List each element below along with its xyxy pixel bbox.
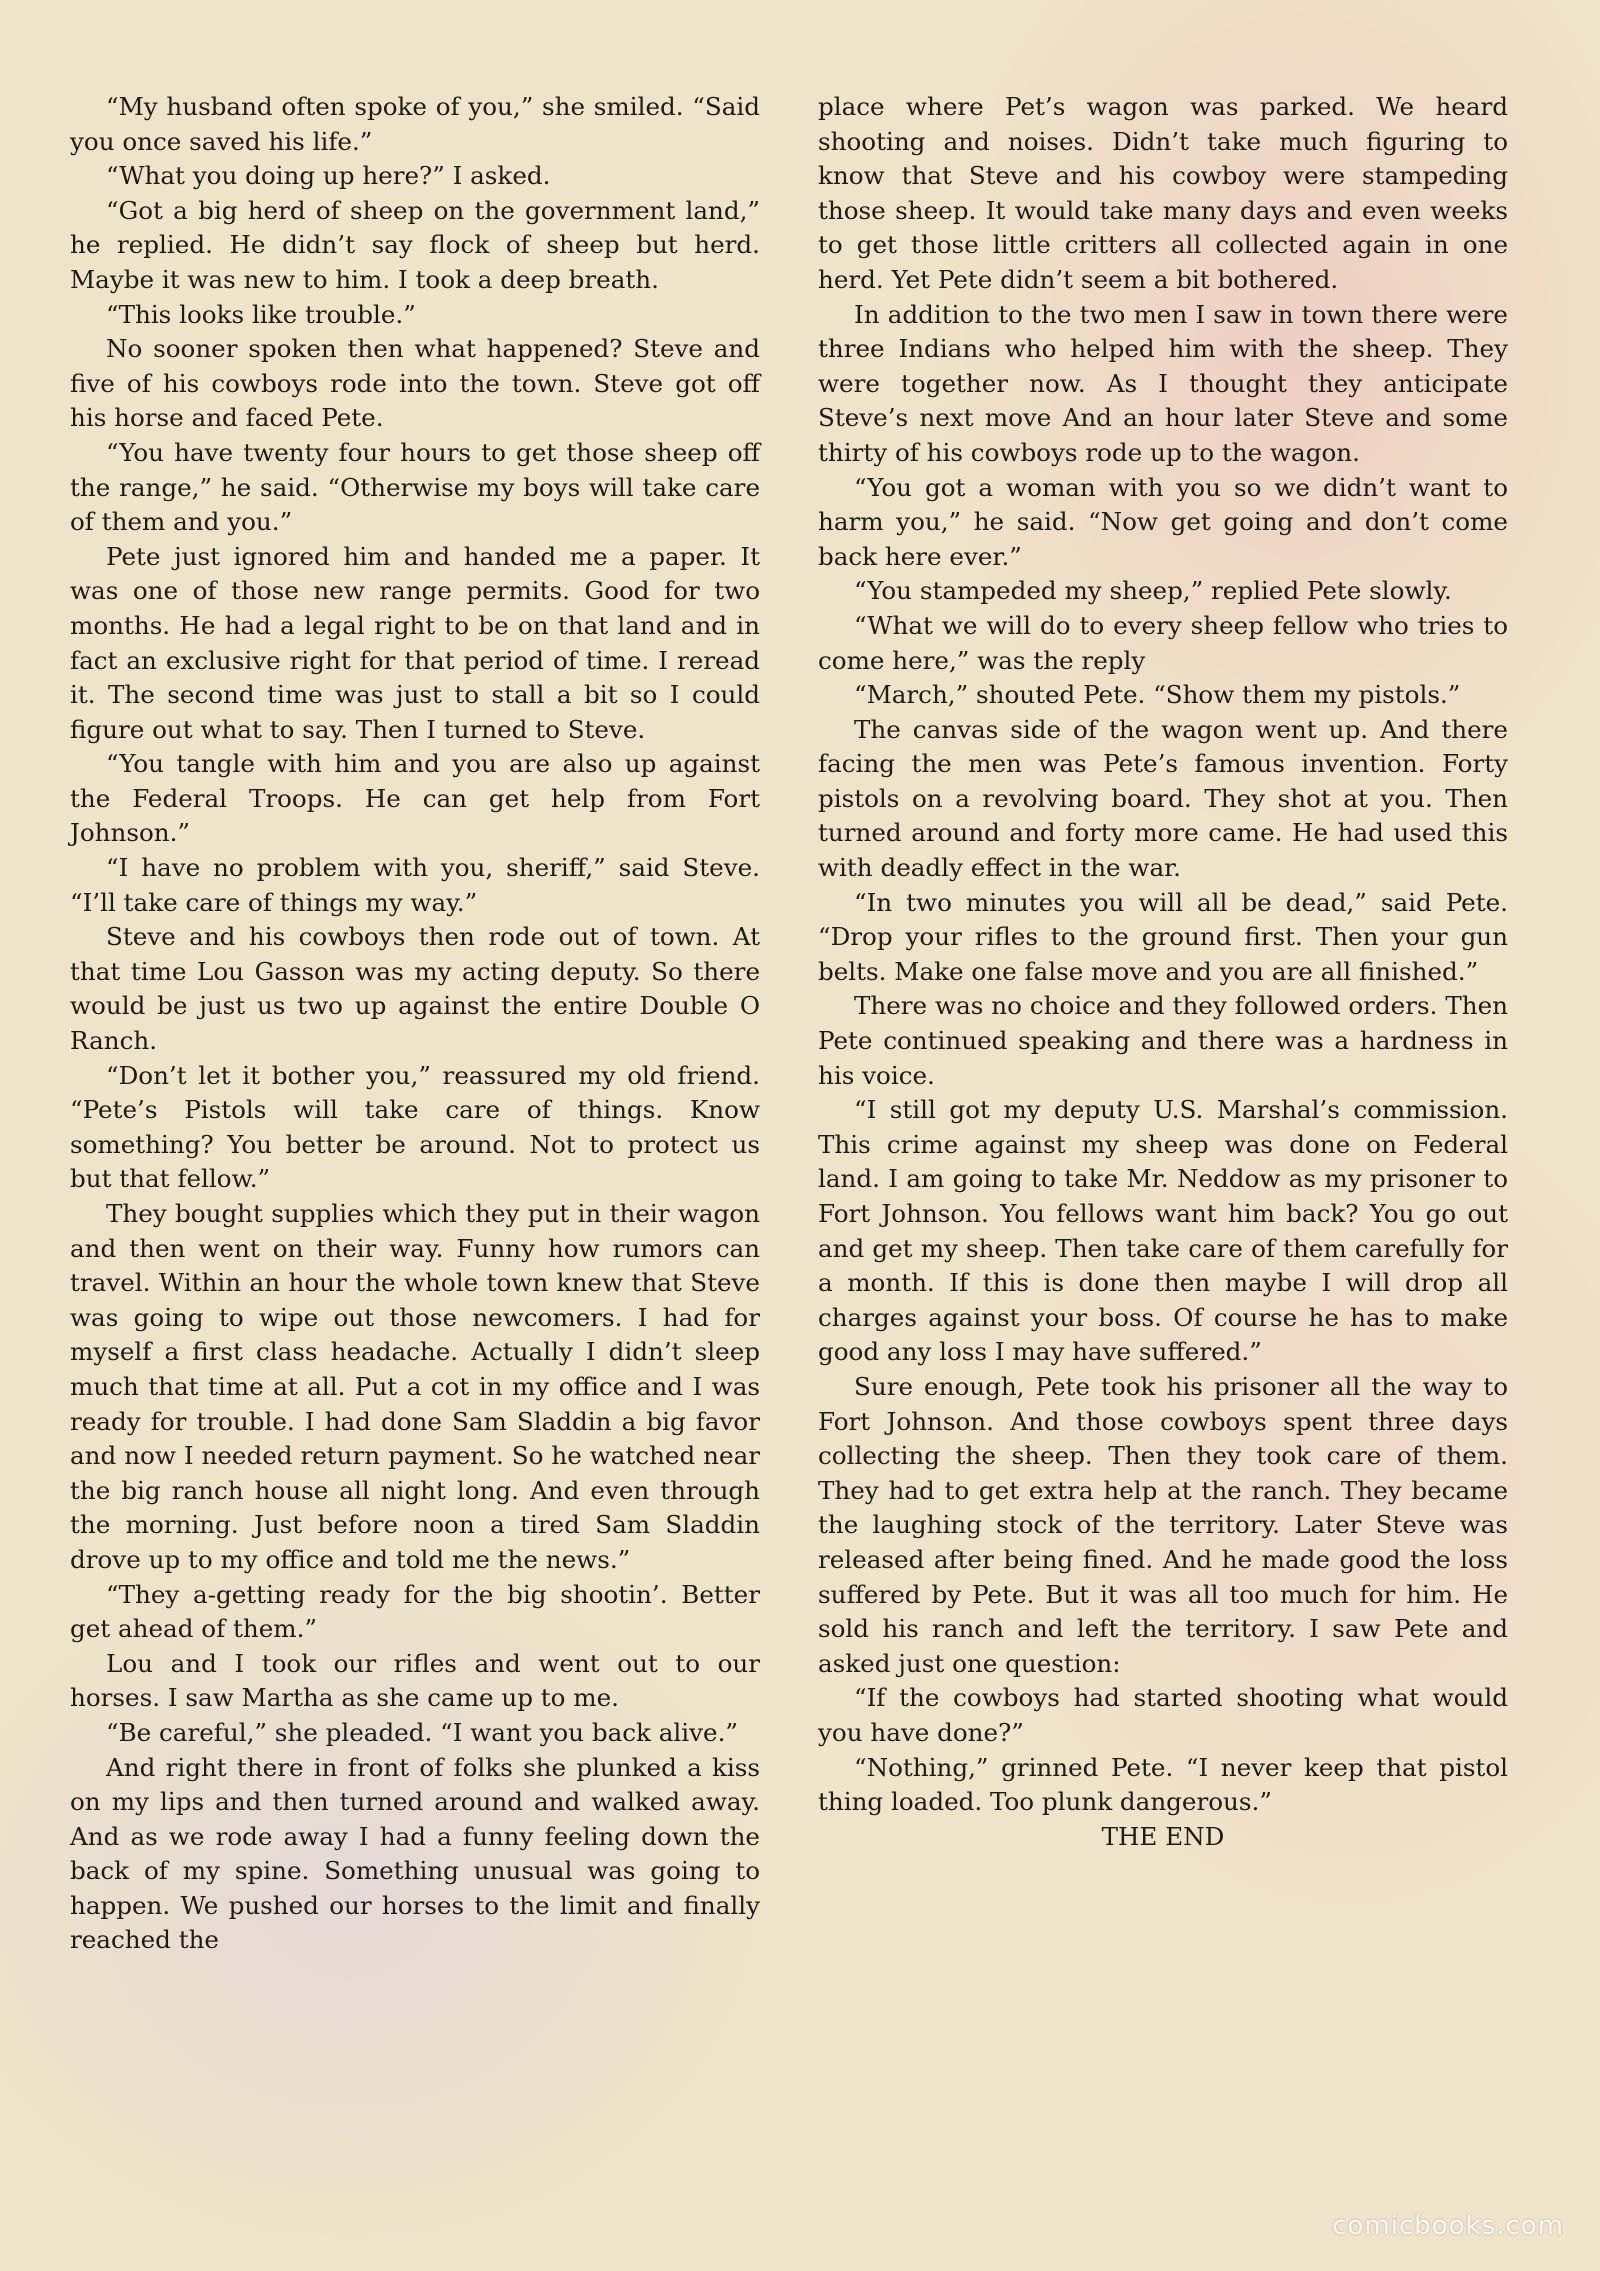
paragraph: Lou and I took our rifles and went out to our horses. I saw Martha as she came up to me. [70,1648,760,1713]
paragraph: “They a-getting ready for the big shootin’. Better get ahead of them.” [70,1579,760,1644]
paragraph: “Don’t let it bother you,” reassured my old friend. “Pete’s Pistols will take care of things. Know something? You better be around. Not to protect us but that fellow.” [70,1060,760,1194]
paragraph: Sure enough, Pete took his prisoner all the way to Fort Johnson. And those cowboys spent three days collecting the sheep. Then they took care of them. They had to get extra help at the ranch. They became the laughing stock of the territory. Later Steve was released after being fined. And he made good the loss suffered by Pete. But it was all too much for him. He sold his ranch and left the territory. I saw Pete and asked just one question: [818,1371,1508,1678]
paragraph: The canvas side of the wagon went up. And there facing the men was Pete’s famous invention. Forty pistols on a revolving board. They shot at you. Then turned around and forty more came. He had used this with deadly effect in the war. [818,714,1508,883]
paragraph: “If the cowboys had started shooting what would you have done?” [818,1683,1508,1747]
watermark: comicbooks.com [1332,2211,1564,2241]
paragraph: “Got a big herd of sheep on the government land,” he replied. He didn’t say flock of sheep but herd. Maybe it was new to him. I took a deep breath. [70,195,760,294]
paragraph: And right there in front of folks she plunked a kiss on my lips and then turned around and walked away. And as we rode away I had a funny feeling down the back of my spine. Something unusual was going to happen. We pushed our horses to the limit and finally reached the [70,1752,760,1955]
paragraph: “You have twenty four hours to get those sheep off the range,” he said. “Otherwise my boys will take care of them and you.” [70,437,760,537]
paragraph: “You stampeded my sheep,” replied Pete slowly. [854,576,1452,606]
paragraph: “I have no problem with you, sheriff,” said Steve. “I’ll take care of things my way.” [70,853,760,917]
paragraph: “Be careful,” she pleaded. “I want you back alive.” [106,1717,738,1747]
paragraph: There was no choice and they followed orders. Then Pete continued speaking and there was a hardness in his voice. [818,991,1508,1090]
paragraph: place where Pet’s wagon was parked. We heard shooting and noises. Didn’t take much figuring to know that Steve and his cowboy were stampeding those sheep. It would take many days and even weeks to get those little critters all collected again in one herd. Yet Pete didn’t seem a bit bothered. [818,92,1508,294]
the-end-label: THE END [1101,1821,1225,1851]
paragraph: “What we will do to every sheep fellow who tries to come here,” was the reply [818,610,1508,675]
paragraph: They bought supplies which they put in their wagon and then went on their way. Funny how rumors can travel. Within an hour the whole town knew that Steve was going to wipe out those newcomers. I had for myself a first class headache. Actually I didn’t sleep much that time at all. Put a cot in my office and I was ready for trouble. I had done Sam Sladdin a big favor and now I needed return payment. So he watched near the big ranch house all night long. And even through the morning. Just before noon a tired Sam Sladdin drove up to my office and told me the news.” [70,1199,760,1574]
paragraph: “March,” shouted Pete. “Show them my pistols.” [854,680,1461,710]
paragraph: “Nothing,” grinned Pete. “I never keep that pistol thing loaded. Too plunk dangerous.” [818,1752,1508,1817]
left-column [70,90,760,1958]
paragraph: “This looks like trouble.” [106,299,416,329]
paragraph: No sooner spoken then what happened? Steve and five of his cowboys rode into the town. Steve got off his horse and faced Pete. [70,334,760,433]
paragraph: “You got a woman with you so we didn’t want to harm you,” he said. “Now get going and don’t come back here ever.” [818,472,1508,571]
paragraph: Pete just ignored him and handed me a paper. It was one of those new range permits. Good for two months. He had a legal right to be on that land and in fact an exclusive right for that period of time. I reread it. The second time was just to stall a bit so I could figure out what to say. Then I turned to Steve. [70,541,760,744]
right-column [818,90,1508,1854]
paragraph: “What you doing up here?” I asked. [106,161,551,191]
paragraph: “In two minutes you will all be dead,” said Pete. “Drop your rifles to the ground first. Then your gun belts. Make one false move and you are all finished.” [818,887,1508,986]
paragraph: “I still got my deputy U.S. Marshal’s commission. This crime against my sheep was done on Federal land. I am going to take Mr. Neddow as my prisoner to Fort Johnson. You fellows want him back? You go out and get my sheep. Then take care of them carefully for a month. If this is done then maybe I will drop all charges against your boss. Of course he has to make good any loss I may have suffered.” [818,1095,1508,1367]
paragraph: “My husband often spoke of you,” she smiled. “Said you once saved his life.” [70,92,760,156]
paragraph: “You tangle with him and you are also up against the Federal Troops. He can get help from Fort Johnson.” [70,749,760,848]
paragraph: Steve and his cowboys then rode out of town. At that time Lou Gasson was my acting deputy. So there would be just us two up against the entire Double O Ranch. [70,922,760,1056]
paragraph: In addition to the two men I saw in town there were three Indians who helped him with the sheep. They were together now. As I thought they anticipate Steve’s next move And an hour later Steve and some thirty of his cowboys rode up to the wagon. [818,299,1508,467]
